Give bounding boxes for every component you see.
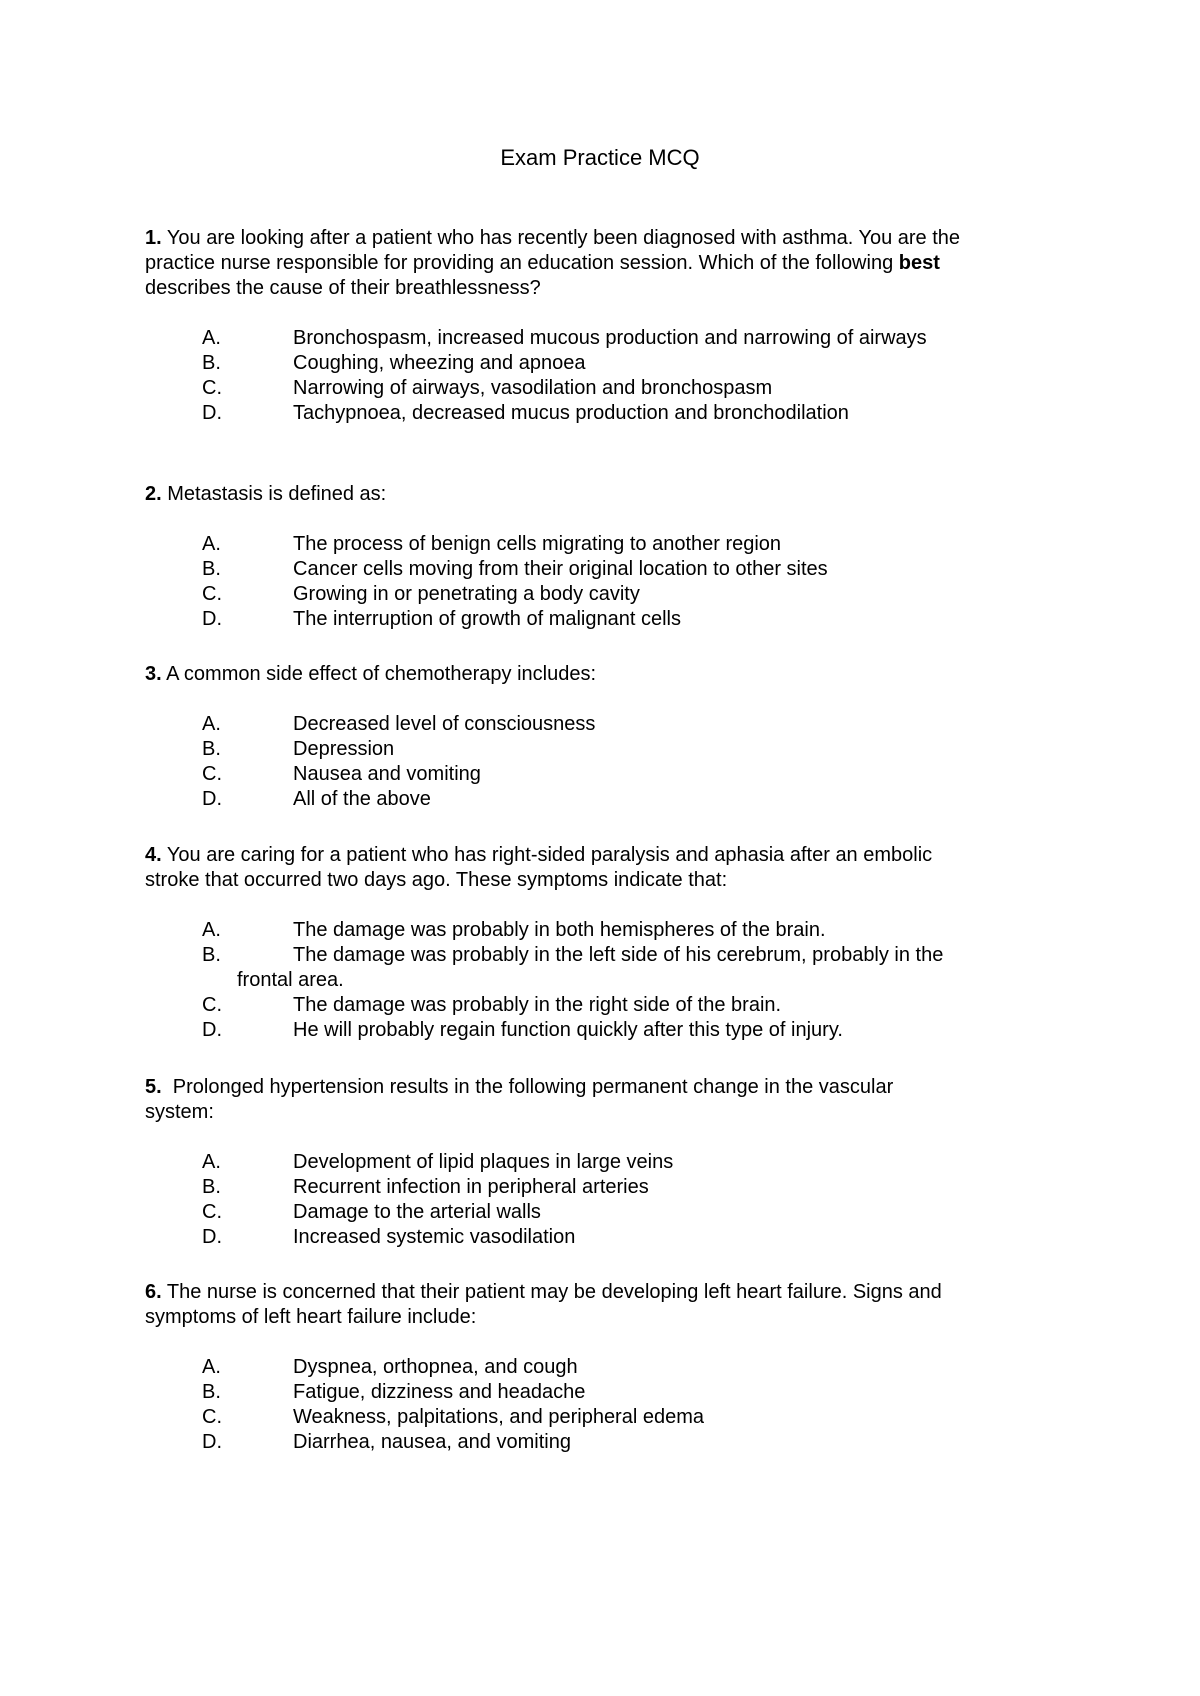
options-list <box>145 532 1055 632</box>
option-letter: D. <box>202 1431 222 1453</box>
option-d <box>145 1430 1055 1455</box>
option-text: The damage was probably in both hemispheres of the brain. <box>293 919 826 941</box>
option-c <box>145 582 1055 607</box>
stem-text: Prolonged hypertension results in the following permanent change in the vascular <box>161 1076 894 1098</box>
option-text: Recurrent infection in peripheral arteries <box>293 1176 649 1198</box>
option-b <box>145 557 1055 582</box>
option-text: Nausea and vomiting <box>293 763 481 785</box>
question-1 <box>145 226 1055 426</box>
question-number: 1. <box>145 227 162 249</box>
option-text: Decreased level of consciousness <box>293 713 596 735</box>
option-letter: A. <box>202 1151 221 1173</box>
option-letter: C. <box>202 377 222 399</box>
stem-text: stroke that occurred two days ago. These symptoms indicate that: <box>145 869 728 891</box>
option-letter: A. <box>202 713 221 735</box>
option-letter: B. <box>202 352 221 374</box>
option-a <box>145 712 1055 737</box>
question-stem <box>145 662 1055 687</box>
option-text: Tachypnoea, decreased mucus production and bronchodilation <box>293 402 849 424</box>
option-letter: A. <box>202 919 221 941</box>
option-letter: B. <box>202 1176 221 1198</box>
option-text: He will probably regain function quickly after this type of injury. <box>293 1019 843 1041</box>
option-letter: B. <box>202 558 221 580</box>
option-letter: C. <box>202 763 222 785</box>
option-letter: B. <box>202 738 221 760</box>
option-text: The damage was probably in the left side of his cerebrum, probably in the <box>293 944 944 966</box>
option-text: The process of benign cells migrating to another region <box>293 533 782 555</box>
options-list <box>145 1355 1055 1455</box>
question-stem <box>145 482 1055 507</box>
options-list <box>145 918 1055 1043</box>
options-list <box>145 712 1055 812</box>
option-d <box>145 1225 1055 1250</box>
question-number: 2. <box>145 483 162 505</box>
option-text: Narrowing of airways, vasodilation and bronchospasm <box>293 377 773 399</box>
stem-text: The nurse is concerned that their patient may be developing left heart failure. Signs and <box>161 1281 942 1303</box>
option-letter: D. <box>202 1226 222 1248</box>
option-text: Fatigue, dizziness and headache <box>293 1381 586 1403</box>
option-letter: B. <box>202 1381 221 1403</box>
question-5 <box>145 1075 1055 1250</box>
option-letter: D. <box>202 788 222 810</box>
option-a <box>145 918 1055 943</box>
option-text: Dyspnea, orthopnea, and cough <box>293 1356 578 1378</box>
option-letter: C. <box>202 1201 222 1223</box>
option-letter: C. <box>202 1406 222 1428</box>
stem-text: You are caring for a patient who has right-sided paralysis and aphasia after an embolic <box>161 844 933 866</box>
option-d <box>145 787 1055 812</box>
option-text: Development of lipid plaques in large veins <box>293 1151 674 1173</box>
option-b <box>145 1175 1055 1200</box>
options-list <box>145 1150 1055 1250</box>
question-number: 4. <box>145 844 162 866</box>
option-b <box>145 943 1055 993</box>
option-c <box>145 376 1055 401</box>
option-letter: A. <box>202 327 221 349</box>
option-d <box>145 607 1055 632</box>
question-3 <box>145 662 1055 812</box>
option-d <box>145 1018 1055 1043</box>
option-letter: A. <box>202 533 221 555</box>
option-b <box>145 737 1055 762</box>
option-text: Weakness, palpitations, and peripheral edema <box>293 1406 704 1428</box>
option-letter: D. <box>202 1019 222 1041</box>
option-text: The interruption of growth of malignant cells <box>293 608 681 630</box>
stem-emphasis: best <box>898 252 940 274</box>
option-c <box>145 762 1055 787</box>
option-text: Depression <box>293 738 395 760</box>
option-letter: D. <box>202 402 222 424</box>
option-b <box>145 1380 1055 1405</box>
option-a <box>145 326 1055 351</box>
option-text: The damage was probably in the right side of the brain. <box>293 994 782 1016</box>
option-a <box>145 1355 1055 1380</box>
option-text: Damage to the arterial walls <box>293 1201 541 1223</box>
question-2 <box>145 482 1055 632</box>
option-text: All of the above <box>293 788 431 810</box>
option-a <box>145 532 1055 557</box>
option-c <box>145 1405 1055 1430</box>
option-text: Diarrhea, nausea, and vomiting <box>293 1431 571 1453</box>
option-d <box>145 401 1055 426</box>
option-text: Coughing, wheezing and apnoea <box>293 352 586 374</box>
page-title: Exam Practice MCQ <box>500 145 700 170</box>
stem-text: describes the cause of their breathlessness? <box>145 277 541 299</box>
option-text: Bronchospasm, increased mucous production and narrowing of airways <box>293 327 927 349</box>
question-number: 6. <box>145 1281 162 1303</box>
stem-text: You are looking after a patient who has recently been diagnosed with asthma. You are the <box>161 227 961 249</box>
option-letter: C. <box>202 994 222 1016</box>
stem-text: Metastasis is defined as: <box>161 483 387 505</box>
question-4 <box>145 843 1055 1043</box>
option-a <box>145 1150 1055 1175</box>
option-letter: D. <box>202 608 222 630</box>
option-b <box>145 351 1055 376</box>
option-c <box>145 993 1055 1018</box>
question-6 <box>145 1280 1055 1455</box>
question-number: 3. <box>145 663 162 685</box>
option-text: Increased systemic vasodilation <box>293 1226 576 1248</box>
question-stem <box>145 1280 1055 1330</box>
stem-text: symptoms of left heart failure include: <box>145 1306 477 1328</box>
option-text-continued: frontal area. <box>237 969 344 991</box>
stem-text: A common side effect of chemotherapy includes: <box>161 663 597 685</box>
options-list <box>145 326 1055 426</box>
option-text: Growing in or penetrating a body cavity <box>293 583 640 605</box>
option-letter: B. <box>202 944 221 966</box>
question-stem <box>145 226 1055 301</box>
option-letter: C. <box>202 583 222 605</box>
option-text: Cancer cells moving from their original location to other sites <box>293 558 828 580</box>
option-c <box>145 1200 1055 1225</box>
option-letter: A. <box>202 1356 221 1378</box>
question-number: 5. <box>145 1076 162 1098</box>
stem-text: system: <box>145 1101 214 1123</box>
question-stem <box>145 843 1055 893</box>
question-stem <box>145 1075 1055 1125</box>
stem-text: practice nurse responsible for providing an education session. Which of the following <box>145 252 899 274</box>
